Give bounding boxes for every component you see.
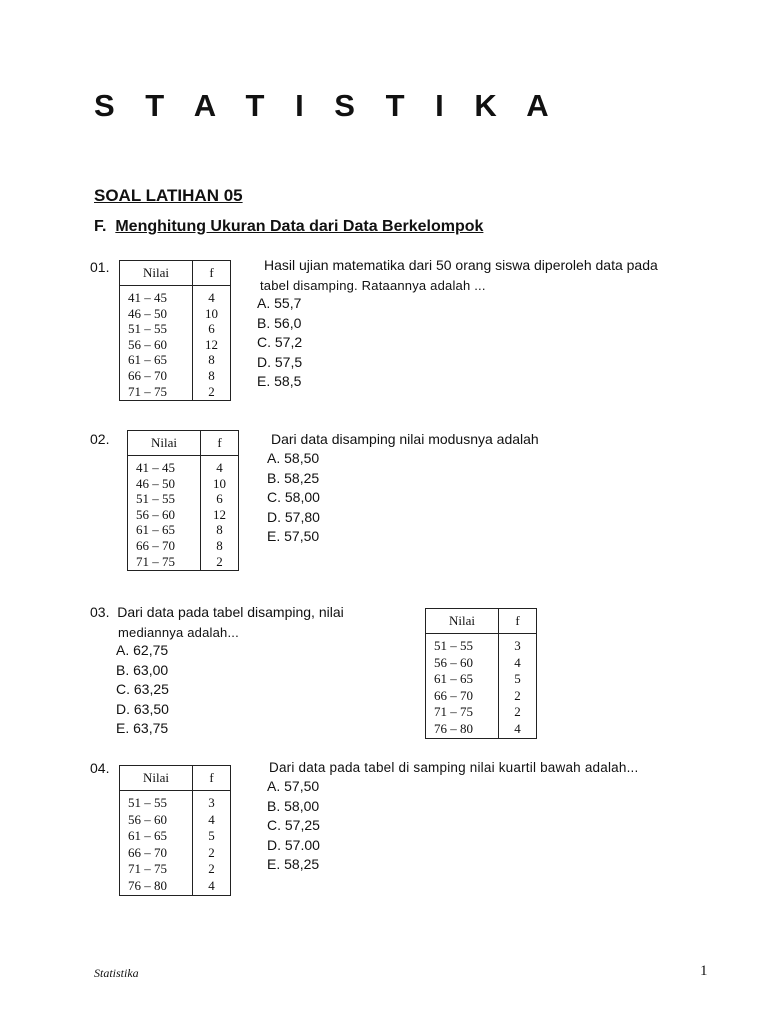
question-3-text (90, 603, 344, 642)
table-cell: 41 – 45 (136, 460, 175, 475)
question-2-text (271, 430, 539, 450)
question-text-line: Hasil ujian matematika dari 50 orang siswa diperoleh data pada (264, 257, 658, 273)
table-cell: 46 – 50 (128, 305, 167, 321)
table-header-nilai: Nilai (426, 609, 499, 634)
table-header-f: f (193, 766, 231, 791)
page-number: 1 (700, 963, 708, 979)
table-cell: 61 – 65 (128, 352, 167, 368)
table-cell: 8 (208, 352, 215, 368)
answer-option[interactable]: B. 63,00 (116, 661, 169, 678)
question-text-line: tabel disamping. Rataannya adalah ... (260, 277, 486, 293)
class-interval-column (120, 791, 193, 896)
exercise-heading: SOAL LATIHAN 05 (94, 186, 243, 205)
question-3-table (425, 608, 537, 739)
table-cell: 76 – 80 (128, 877, 167, 893)
table-cell: 2 (208, 861, 215, 876)
section-heading (94, 218, 483, 236)
footer-title: Statistika (94, 966, 139, 980)
table-cell: 46 – 50 (136, 475, 175, 491)
table-cell: 12 (213, 506, 226, 522)
question-text-line: Dari data pada tabel di samping nilai kuartil bawah adalah... (269, 760, 639, 775)
question-text-line: Dari data pada tabel disamping, nilai (117, 604, 344, 620)
answer-option[interactable]: B. 58,00 (267, 797, 320, 814)
section-prefix: F. (94, 218, 107, 235)
table-cell: 2 (514, 687, 521, 703)
question-2-number: 02. (90, 431, 110, 447)
table-cell: 51 – 55 (128, 321, 167, 337)
table-cell: 51 – 55 (128, 795, 167, 810)
table-header-f: f (201, 431, 239, 456)
answer-option[interactable]: C. 57,2 (257, 334, 303, 350)
table-cell: 56 – 60 (128, 811, 167, 827)
class-interval-column (426, 634, 499, 739)
answer-option[interactable]: E. 58,25 (267, 856, 320, 872)
table-cell: 2 (208, 844, 215, 860)
answer-option[interactable]: A. 57,50 (267, 778, 320, 794)
table-cell: 2 (514, 704, 521, 719)
table-cell: 61 – 65 (128, 828, 167, 843)
table-cell: 10 (205, 305, 218, 321)
table-cell: 66 – 70 (128, 367, 167, 383)
question-4-options (267, 777, 320, 875)
table-cell: 71 – 75 (128, 383, 167, 399)
answer-option[interactable]: E. 57,50 (267, 528, 320, 544)
table-cell: 8 (216, 522, 223, 538)
frequency-column (193, 286, 231, 401)
table-cell: 8 (216, 537, 223, 553)
table-cell: 2 (208, 383, 215, 399)
answer-option[interactable]: D. 57,80 (267, 508, 320, 525)
table-cell: 71 – 75 (434, 704, 473, 719)
question-2-options (267, 449, 320, 547)
answer-option[interactable]: B. 58,25 (267, 469, 320, 486)
table-cell: 3 (208, 795, 215, 810)
table-cell: 66 – 70 (136, 537, 175, 553)
table-header-f: f (193, 261, 231, 286)
page-title: S T A T I S T I K A (94, 88, 560, 123)
table-header-nilai: Nilai (120, 261, 193, 286)
table-cell: 3 (514, 638, 521, 653)
class-interval-column (128, 456, 201, 571)
answer-option[interactable]: C. 63,25 (116, 681, 169, 697)
question-text-line: Dari data disamping nilai modusnya adalah (271, 431, 539, 447)
answer-option[interactable]: C. 58,00 (267, 489, 320, 505)
question-text-line: mediannya adalah... (118, 624, 239, 640)
question-2-table (127, 430, 239, 571)
table-cell: 5 (208, 828, 215, 843)
table-cell: 4 (208, 811, 215, 827)
table-cell: 6 (208, 321, 215, 337)
table-cell: 61 – 65 (136, 522, 175, 538)
answer-option[interactable]: D. 57,5 (257, 353, 303, 370)
table-cell: 41 – 45 (128, 290, 167, 305)
table-cell: 56 – 60 (128, 336, 167, 352)
table-cell: 6 (216, 491, 223, 507)
table-cell: 4 (208, 877, 215, 893)
table-cell: 4 (514, 654, 521, 670)
answer-option[interactable]: C. 57,25 (267, 817, 320, 833)
table-cell: 61 – 65 (434, 671, 473, 686)
question-4-number: 04. (90, 760, 110, 776)
table-header-f: f (499, 609, 537, 634)
table-cell: 71 – 75 (128, 861, 167, 876)
table-cell: 8 (208, 367, 215, 383)
table-cell: 12 (205, 336, 218, 352)
frequency-column (499, 634, 537, 739)
question-1-text (260, 256, 658, 295)
question-3-number: 03. (90, 604, 110, 620)
table-cell: 51 – 55 (434, 638, 473, 653)
question-4-text (269, 758, 638, 778)
class-interval-column (120, 286, 193, 401)
frequency-column (193, 791, 231, 896)
question-3-options (116, 641, 169, 739)
table-cell: 76 – 80 (434, 720, 473, 736)
answer-option[interactable]: A. 58,50 (267, 450, 320, 466)
table-cell: 4 (216, 460, 223, 475)
answer-option[interactable]: A. 55,7 (257, 295, 302, 311)
table-cell: 2 (216, 553, 223, 569)
answer-option[interactable]: E. 63,75 (116, 720, 169, 736)
answer-option[interactable]: D. 63,50 (116, 700, 169, 717)
answer-option[interactable]: A. 62,75 (116, 642, 169, 658)
table-header-nilai: Nilai (128, 431, 201, 456)
table-cell: 4 (208, 290, 215, 305)
question-1-options (257, 294, 302, 392)
table-cell: 51 – 55 (136, 491, 175, 507)
question-1-number: 01. (90, 259, 110, 275)
table-cell: 5 (514, 671, 521, 686)
table-cell: 66 – 70 (434, 687, 473, 703)
table-cell: 56 – 60 (434, 654, 473, 670)
question-4-table (119, 765, 231, 896)
table-header-nilai: Nilai (120, 766, 193, 791)
table-cell: 66 – 70 (128, 844, 167, 860)
answer-option[interactable]: B. 56,0 (257, 314, 302, 331)
section-label: Menghitung Ukuran Data dari Data Berkelompok (115, 218, 484, 235)
table-cell: 10 (213, 475, 226, 491)
answer-option[interactable]: E. 58,5 (257, 373, 302, 389)
table-cell: 71 – 75 (136, 553, 175, 569)
table-cell: 4 (514, 720, 521, 736)
question-1-table (119, 260, 231, 401)
table-cell: 56 – 60 (136, 506, 175, 522)
frequency-column (201, 456, 239, 571)
answer-option[interactable]: D. 57.00 (267, 836, 320, 853)
